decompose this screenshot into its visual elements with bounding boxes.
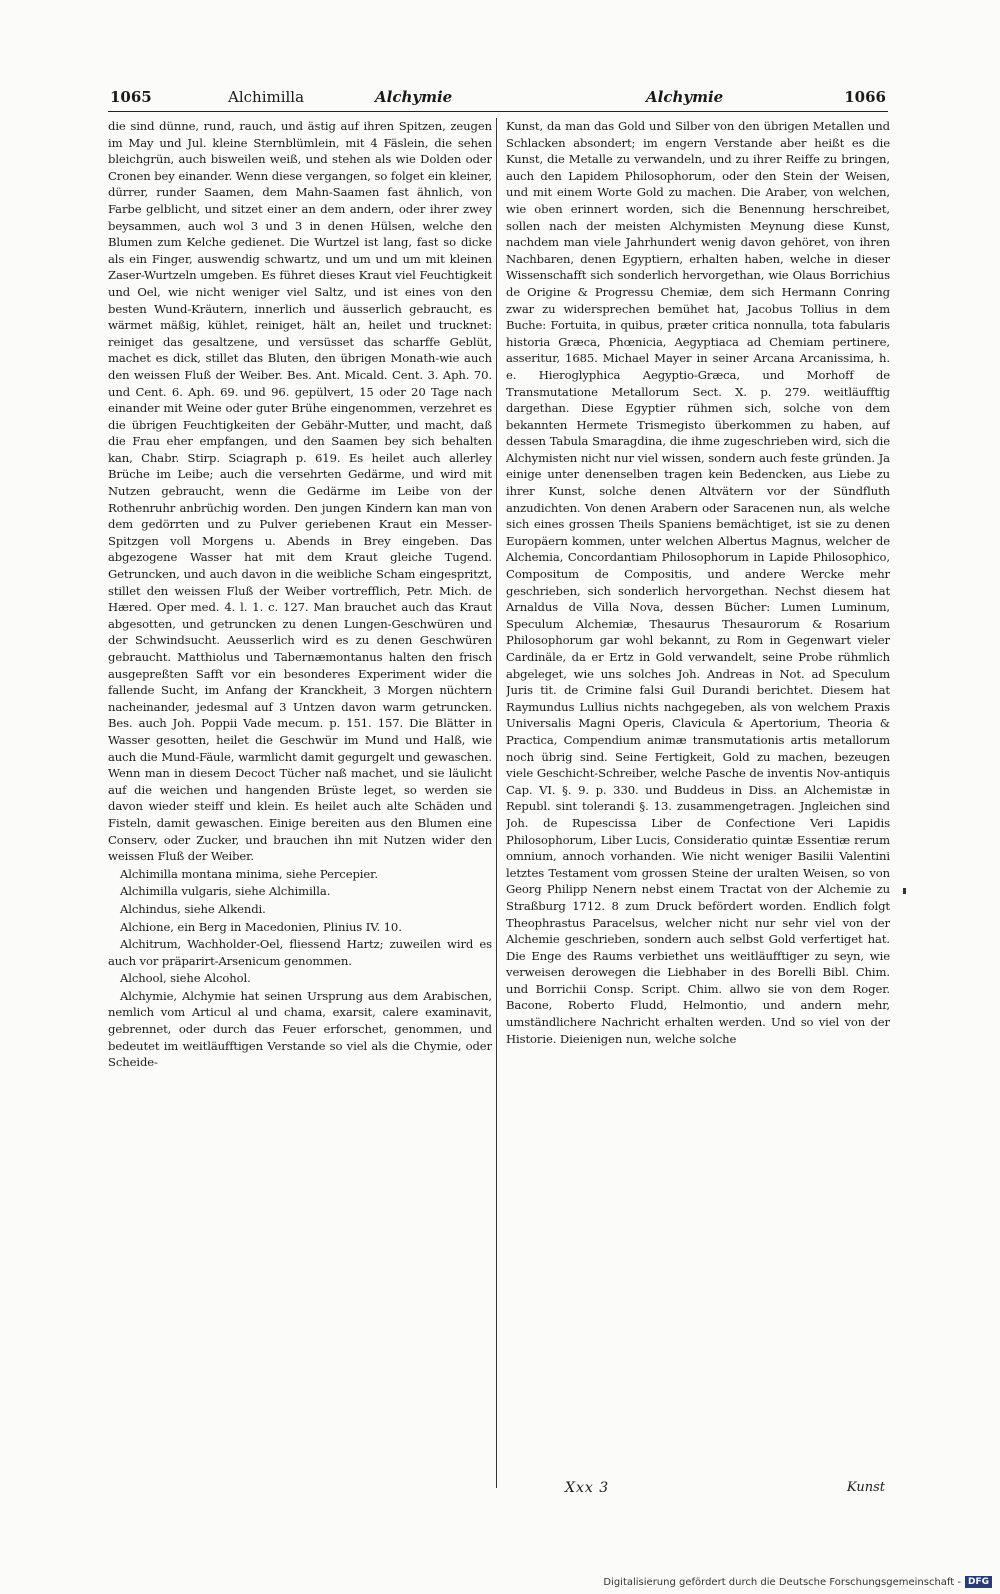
entry-alchitrum: Alchitrum, Wachholder-Oel, fliessend Hartz; zuweilen wird es auch vor präparirt-Arsenicum genommen. [108, 937, 492, 968]
column-divider [496, 118, 497, 1488]
left-running-word: Alchimilla [228, 88, 305, 106]
entry-alchindus: Alchindus, siehe Alkendi. [120, 901, 266, 916]
entry-alchimilla-vulgaris: Alchimilla vulgaris, siehe Alchimilla. [120, 884, 331, 899]
left-page-number: 1065 [110, 88, 152, 106]
entry-alchione: Alchione, ein Berg in Macedonien, Plinius IV. 10. [120, 919, 402, 934]
right-paragraph-alchymie-cont: Kunst, da man das Gold und Silber von den übrigen Metallen und Schlacken absondert; im engern Verstande aber heißt es die Kunst, die Metalle zu verwandeln, und zu ihrer Reiffe zu bringen, auch den Lapidem Philosophorum, oder den Stein der Weisen, und mit einem Worte Gold zu machen. Die Araber, von welchen, wie oben erinnert worden, sich die Benennung herschreibet, sollen nach der meisten Alchymisten Meynung diese Kunst, nachdem man viele Jahrhundert wenig davon gehöret, von ihren Nachbaren, denen Egyptiern, erhalten haben, welche in dieser Wissenschafft sich sonderlich hervorgethan, wie Olaus Borrichius de Origine & Progressu Chemiæ, dem sich Hermann Conring zwar zu widersprechen bemühet hat, Jacobus Tollius in dem Buche: Fortuita, in quibus, præter critica nonnulla, tota fabularis historia Græca, Phœnicia, Aegyptiaca ad Chemiam pertinere, asseritur, 1685. Michael Mayer in seiner Arcana Arcanissima, h. e. Hieroglyphica Aegyptio-Græca, und Morhoff de Transmutatione Metallorum Sect. X. p. 279. weitläufftig dargethan. Diese Egyptier rühmen sich, solche von dem bekannten Hermete Trismegisto überkommen zu haben, auf dessen Tabula Smaragdina, die ihme zugeschrieben wird, sich die Alchymisten nicht nur viel wissen, sondern auch feste gründen. Ja einige unter denenselben tragen kein Bedencken, aus Liebe zu ihrer Kunst, solche denen Altvätern vor der Sündfluth anzudichten. Von denen Arabern oder Saracenen nun, als welche sich eines grossen Theils Spaniens bemächtiget, ist sie zu denen Europäern kommen, unter welchen Albertus Magnus, welcher de Alchemia, Concordantiam Philosophorum in Lapide Philosophico, Compositum de Compositis, und andere Wercke mehr geschrieben, sich sonderlich hervorgethan. Nechst diesem hat Arnaldus de Villa Nova, dessen Bücher: Lumen Luminum, Speculum Alchemiæ, Thesaurus Thesaurorum & Rosarium Philosophorum gar wohl bekannt, zu Rom in Gegenwart vieler Cardinäle, da er Ertz in Gold verwandelt, seine Probe rühmlich abgeleget, wie uns solches Joh. Andreas in Not. ad Speculum Juris tit. de Crimine falsi Guil Durandi berichtet. Diesem hat Raymundus Lullius nichts nachgegeben, als von welchem Praxis Universalis Magni Operis, Clavicula & Apertorium, Theoria & Practica, Compendium animæ transmutationis artis metallorum noch übrig sind. Seine Fertigkeit, Gold zu machen, bezeugen viele Geschicht-Schreiber, welche Pasche de inventis Nov-antiquis Cap. VI. §. 9. p. 330. und Buddeus in Diss. an Alchemistæ in Republ. sint tolerandi §. 13. zusammengetragen. Jngleichen sind Joh. de Rupescissa Liber de Confectione Veri Lapidis Philosophorum, Liber Lucis, Consideratio quintæ Essentiæ rerum omnium, annoch vorhanden. Wie nicht weniger Basilii Valentini letztes Testament vom grossen Steine der uralten Weisen, so von Georg Philipp Nenern nebst einem Tractat von der Alchemie zu Straßburg 1712. 8 zum Druck befördert worden. Endlich folgt Theophrastus Paracelsus, welcher nicht nur sehr viel von der Alchemie geschrieben, sondern auch selbst Gold verfertiget hat. Die Enge des Raums verbiethet uns weitläufftiger zu seyn, wie verweisen derowegen die Liebhaber in des Borelli Bibl. Chim. und Borrichii Consp. Script. Chim. allwo sie von dem Roger. Bacone, Roberto Fludd, Helmontio, und andern mehr, umständlichere Nachricht erhalten werden. Und so viel von der Historie. Dieienigen nun, welche solche [506, 119, 890, 1046]
left-column [108, 118, 492, 1488]
entry-alchymie: Alchymie, Alchymie hat seinen Ursprung aus dem Arabischen, nemlich vom Articul al und chama, exarsit, calere examinavit, gebrennet, oder durch das Feuer erforschet, genommen, und bedeutet im weitläufftigen Verstande so viel als die Chymie, oder Scheide- [108, 988, 492, 1070]
catchword: Kunst [846, 1480, 885, 1495]
entry-alchimilla-montana: Alchimilla montana minima, siehe Percepier. [120, 866, 378, 881]
left-paragraph-alchimilla-cont: die sind dünne, rund, rauch, und ästig auf ihren Spitzen, zeugen im May und Jul. kleine Sternblümlein, mit 4 Fäslein, die sehen bleichgrün, auch bisweilen weiß, und stehen als wie Dolden oder Cronen bey einander. Wenn diese vergangen, so folget ein kleiner, dürrer, runder Saamen, dem Mahn-Saamen fast ähnlich, von Farbe gelblicht, und sitzet einer an dem andern, oder ihrer zwey beysammen, auch wol 3 und 3 in denen Hülsen, welche den Blumen zum Kelche gedienet. Die Wurtzel ist lang, fast so dicke als ein Finger, auswendig schwartz, und um und um mit kleinen Zaser-Wurtzeln umgeben. Es führet dieses Kraut viel Feuchtigkeit und Oel, wie nicht weniger viel Saltz, und ist eines von den besten Wund-Kräutern, innerlich und äusserlich gebraucht, es wärmet mäßig, kühlet, reiniget, hält an, heilet und trucknet: reiniget das gesaltzene, und versüsset das scharffe Geblüt, machet es dick, stillet das Bluten, den übrigen Monath-wie auch den weissen Fluß der Weiber. Bes. Ant. Micald. Cent. 3. Aph. 70. und Cent. 6. Aph. 69. und 96. gepülvert, 15 oder 20 Tage nach einander mit Weine oder guter Brühe eingenommen, verzehret es die übrigen Feuchtigkeiten der Gebähr-Mutter, und macht, daß die Frau eher empfangen, und den Saamen bey sich behalten kan, Chabr. Stirp. Sciagraph p. 619. Es heilet auch allerley Brüche im Leibe; auch die versehrten Gedärme, und wird mit Nutzen gebraucht, wenn die Gedärme im Leibe von der Rothenruhr anbrüchig worden. Den jungen Kindern kan man von dem gedörrten und zu Pulver geriebenen Kraut ein Messer-Spitzgen voll Morgens u. Abends in Brey eingeben. Das abgezogene Wasser hat mit dem Kraut gleiche Tugend. Getruncken, und auch davon in die weibliche Scham eingespritzt, stillet den weissen Fluß der Weiber vortrefflich, Petr. Mich. de Hæred. Oper med. 4. l. 1. c. 127. Man brauchet auch das Kraut abgesotten, und getruncken zu denen Lungen-Geschwüren und der Schwindsucht. Aeusserlich wird es zu denen Geschwüren gebraucht. Matthiolus und Tabernæmontanus halten den frisch ausgepreßten Safft vor ein besonderes Experiment wider die fallende Sucht, im Anfang der Kranckheit, 3 Morgen nüchtern nacheinander, jedesmal auf 3 Untzen davon warm getruncken. Bes. auch Joh. Poppii Vade mecum. p. 151. 157. Die Blätter in Wasser gesotten, heilet die Geschwür im Mund und Halß, wie auch die Mund-Fäule, warmlicht damit gegurgelt und gewaschen. Wenn man in diesem Decoct Tücher naß machet, und sie läulicht auf die weichen und hangenden Brüste leget, so werden sie davon wieder steiff und klein. Es heilet auch alte Schäden und Fisteln, damit gewaschen. Einige bereiten aus den Blumen eine Conserv, oder Zucker, und brauchen ihn mit Nutzen wider den weissen Fluß der Weiber. [108, 119, 492, 864]
header-rule [108, 111, 888, 112]
right-running-title: Alchymie [646, 88, 724, 106]
credit-text: Digitalisierung gefördert durch die Deutsche Forschungsgemeinschaft - [603, 1576, 961, 1588]
left-running-title: Alchymie [375, 88, 453, 106]
signature-mark: Xxx 3 [565, 1480, 610, 1496]
right-column [506, 118, 890, 1488]
dfg-logo: DFG [965, 1576, 992, 1588]
entry-alchool: Alchool, siehe Alcohol. [120, 971, 251, 986]
right-page-number: 1066 [844, 88, 886, 106]
margin-mark [903, 888, 906, 894]
digitization-credit [603, 1576, 992, 1588]
